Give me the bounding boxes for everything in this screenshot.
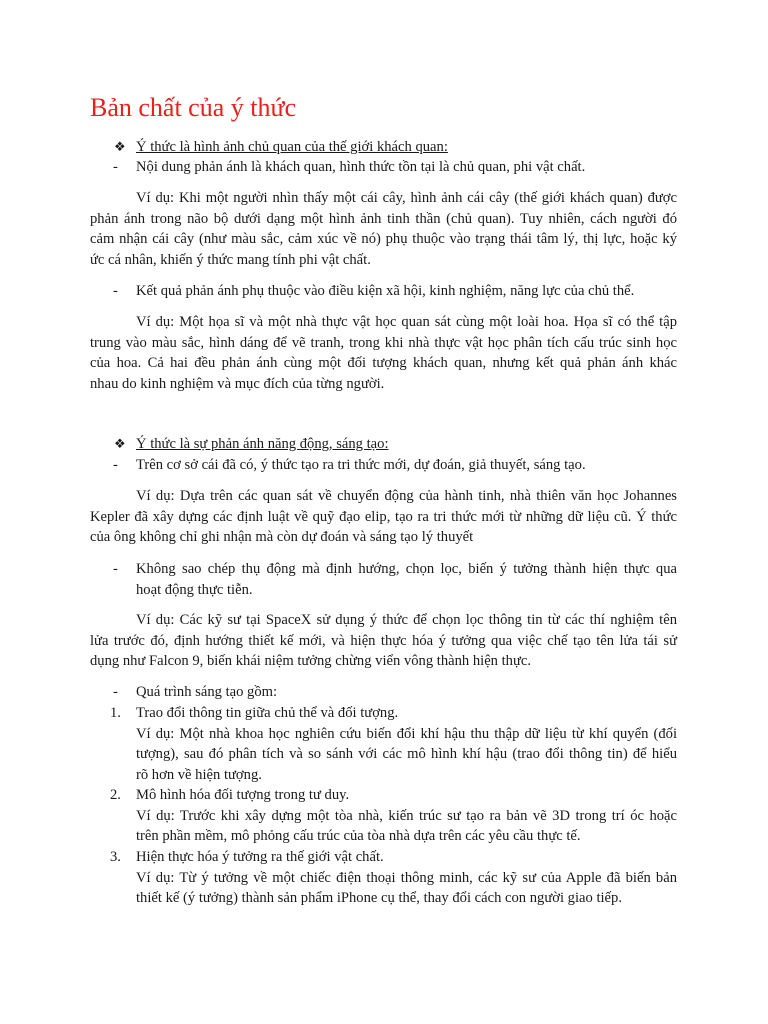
paragraph-line: trên phần mềm, mô phỏng cấu trúc của tòa nhà dựa trên các yêu cầu thực tế. bbox=[136, 828, 581, 844]
dash-bullet: - bbox=[113, 159, 118, 175]
section2-point-creative-process: Quá trình sáng tạo gồm: bbox=[136, 684, 278, 700]
page-title: Bản chất của ý thức bbox=[90, 93, 297, 122]
dash-bullet: - bbox=[113, 684, 118, 700]
paragraph-line: Không sao chép thụ động mà định hướng, chọn lọc, biến ý tưởng thành hiện thực qua bbox=[136, 561, 677, 577]
dash-bullet: - bbox=[113, 561, 118, 577]
step-exchange-information bbox=[136, 703, 677, 785]
step-model-object bbox=[136, 785, 677, 847]
step-number: 3. bbox=[110, 849, 121, 865]
paragraph-line: của ông không chỉ ghi nhận mà còn dự đoán và sáng tạo lý thuyết bbox=[90, 529, 474, 545]
paragraph-line: của hoa. Cả hai đều phản ánh cùng một đối tượng khách quan, nhưng kết quả phản ánh khác bbox=[90, 355, 677, 371]
step-realize-idea bbox=[136, 847, 677, 909]
section1-point-content: Nội dung phản ánh là khách quan, hình thức tồn tại là chủ quan, phi vật chất. bbox=[136, 159, 586, 175]
diamond-bullet-icon: ❖ bbox=[114, 139, 126, 154]
dash-bullet: - bbox=[113, 283, 118, 299]
paragraph-line: phản ánh trong não bộ dưới dạng một hình ảnh tinh thần (chủ quan). Tuy nhiên, cách người đó bbox=[90, 210, 677, 227]
paragraph-line: Kepler đã xây dựng các định luật về quỹ đạo elip, tạo ra tri thức mới từ những dữ liệu cũ. Ý thức bbox=[90, 508, 677, 525]
step-title: Mô hình hóa đối tượng trong tư duy. bbox=[136, 787, 350, 803]
paragraph-line: trung vào màu sắc, hình dáng để vẽ tranh, trong khi nhà thực vật học phân tích cấu trúc sinh học bbox=[90, 334, 677, 351]
paragraph-line: Ví dụ: Dựa trên các quan sát về chuyển động của hành tinh, nhà thiên văn học Johannes bbox=[136, 488, 677, 504]
paragraph-line: cảm nhận cái cây (như màu sắc, cảm xúc về nó) phụ thuộc vào trạng thái tâm lý, thị lực, hoặc ký bbox=[90, 231, 677, 247]
paragraph-line: hoạt động thực tiễn. bbox=[136, 581, 253, 598]
section2-example-kepler bbox=[90, 486, 677, 548]
step-number: 2. bbox=[110, 787, 121, 803]
step-title: Trao đổi thông tin giữa chủ thể và đối tượng. bbox=[136, 705, 399, 721]
paragraph-line: Ví dụ: Trước khi xây dựng một tòa nhà, kiến trúc sư tạo ra bản vẽ 3D trong trí óc hoặc bbox=[136, 807, 677, 824]
paragraph-line: ức cá nhân, khiến ý thức mang tính phi vật chất. bbox=[90, 251, 371, 268]
dash-bullet: - bbox=[113, 457, 118, 473]
paragraph-line: thiết kế (ý tưởng) thành sản phẩm iPhone cụ thể, thay đổi cách con người giao tiếp. bbox=[136, 890, 622, 906]
step-title: Hiện thực hóa ý tưởng ra thế giới vật chất. bbox=[136, 849, 384, 865]
paragraph-line: Ví dụ: Các kỹ sư tại SpaceX sử dụng ý thức để chọn lọc thông tin từ các thí nghiệm tên bbox=[136, 612, 677, 628]
section-heading-subjective-image: Ý thức là hình ảnh chủ quan của thế giới khách quan: bbox=[136, 139, 448, 155]
paragraph-line: dụng như Falcon 9, biến khái niệm tưởng chừng viển vông thành hiện thực. bbox=[90, 653, 532, 669]
section-heading-dynamic-reflection: Ý thức là sự phản ánh năng động, sáng tạo: bbox=[136, 436, 389, 452]
section1-point-result: Kết quả phản ánh phụ thuộc vào điều kiện xã hội, kinh nghiệm, năng lực của chủ thể. bbox=[136, 283, 635, 299]
paragraph-line: lửa trước đó, định hướng thiết kế mới, và hiện thực hóa ý tưởng qua việc chế tạo tên lửa tái sử bbox=[90, 632, 677, 649]
paragraph-line: Ví dụ: Từ ý tưởng về một chiếc điện thoại thông minh, các kỹ sư của Apple đã biến bản bbox=[136, 869, 677, 886]
step-number: 1. bbox=[110, 705, 121, 721]
paragraph-line: Ví dụ: Khi một người nhìn thấy một cái cây, hình ảnh cái cây (thế giới khách quan) được bbox=[136, 190, 677, 206]
diamond-bullet-icon: ❖ bbox=[114, 436, 126, 451]
section1-example-flower bbox=[90, 312, 677, 394]
section2-point-not-passive bbox=[136, 559, 677, 600]
paragraph-line: tượng), sau đó phân tích và so sánh với các mô hình khí hậu (trao đổi thông tin) để hiểu bbox=[136, 746, 677, 762]
paragraph-line: Ví dụ: Một họa sĩ và một nhà thực vật học quan sát cùng một loài hoa. Họa sĩ có thể tập bbox=[136, 314, 677, 330]
paragraph-line: nhau do kinh nghiệm và mục đích của từng người. bbox=[90, 375, 385, 392]
section2-example-spacex bbox=[90, 610, 677, 672]
paragraph-line: Ví dụ: Một nhà khoa học nghiên cứu biến đổi khí hậu thu thập dữ liệu từ khí quyển (đối bbox=[136, 725, 677, 742]
section1-example-tree bbox=[90, 188, 677, 270]
section2-point-new-knowledge: Trên cơ sở cái đã có, ý thức tạo ra tri thức mới, dự đoán, giả thuyết, sáng tạo. bbox=[136, 457, 586, 473]
paragraph-line: rõ hơn về hiện tượng. bbox=[136, 766, 262, 783]
